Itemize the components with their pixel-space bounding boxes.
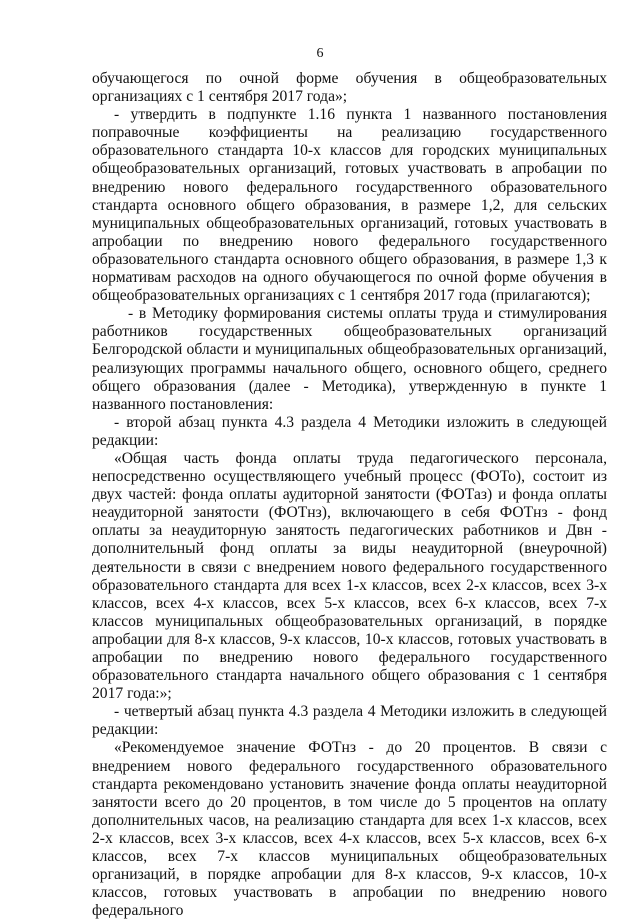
page-number: 6 [316,46,324,61]
paragraph-2: - утвердить в подпункте 1.16 пункта 1 названного постановления поправочные коэффициенты на реализацию государственного образовательного стандарта 10-х классов для городских муниципальных общеобразовательных организаций, готовых участвовать в апробации по внедрению нового федерального государственного образовательного стандарта основного общего образования, в размере 1,2, для сельских муниципальных общеобразовательных организаций, готовых участвовать в апробации по внедрению нового федерального государственного образовательного стандарта основного общего образования, в размере 1,3 к нормативам расходов на одного обучающегося по очной форме обучения в общеобразовательных организациях с 1 сентября 2017 года (прилагаются); [92,106,607,305]
paragraph-3: - в Методику формирования системы оплаты труда и стимулирования работников государственных общеобразовательных организаций Белгородской области и муниципальных общеобразовательных организаций, реализующих программы начального общего, основного общего, среднего общего образования (далее - Методика), утвержденную в пункте 1 названного постановления: [92,305,607,413]
paragraph-4: - второй абзац пункта 4.3 раздела 4 Методики изложить в следующей редакции: [92,413,607,449]
paragraph-6: - четвертый абзац пункта 4.3 раздела 4 Методики изложить в следующей редакции: [92,703,607,739]
paragraph-1: обучающегося по очной форме обучения в общеобразовательных организациях с 1 сентября 2017 года»; [92,70,607,106]
paragraph-5: «Общая часть фонда оплаты труда педагогического персонала, непосредственно осуществляющего учебный процесс (ФОТо), состоит из двух частей: фонда оплаты аудиторной занятости (ФОТаз) и фонда оплаты неаудиторной занятости (ФОТнз), включающего в себя ФОТнз - фонд оплаты за неаудиторную занятость педагогических работников и Двн - дополнительный фонд оплаты за виды неаудиторной (внеурочной) деятельности в связи с внедрением нового федерального государственного образовательного стандарта для всех 1-х классов, всех 2-х классов, всех 3-х классов, всех 4-х классов, всех 5-х классов, всех 6-х классов, всех 7-х классов муниципальных общеобразовательных организаций, в порядке апробации для 8-х классов, 9-х классов, 10-х классов, готовых участвовать в апробации по внедрению нового федерального государственного образовательного стандарта начального общего образования с 1 сентября 2017 года:»; [92,449,607,703]
document-body [92,70,607,920]
paragraph-7: «Рекомендуемое значение ФОТнз - до 20 процентов. В связи с внедрением нового федерального государственного образовательного стандарта рекомендовано установить значение фонда оплаты неаудиторной занятости всего до 20 процентов, в том числе до 5 процентов на оплату дополнительных часов, на реализацию стандарта для всех 1-х классов, всех 2-х классов, всех 3-х классов, всех 4-х классов, всех 5-х классов, всех 6-х классов, всех 7-х классов муниципальных общеобразовательных организаций, в порядке апробации для 8-х классов, 9-х классов, 10-х классов, готовых участвовать в апробации по внедрению нового федерального [92,739,607,920]
